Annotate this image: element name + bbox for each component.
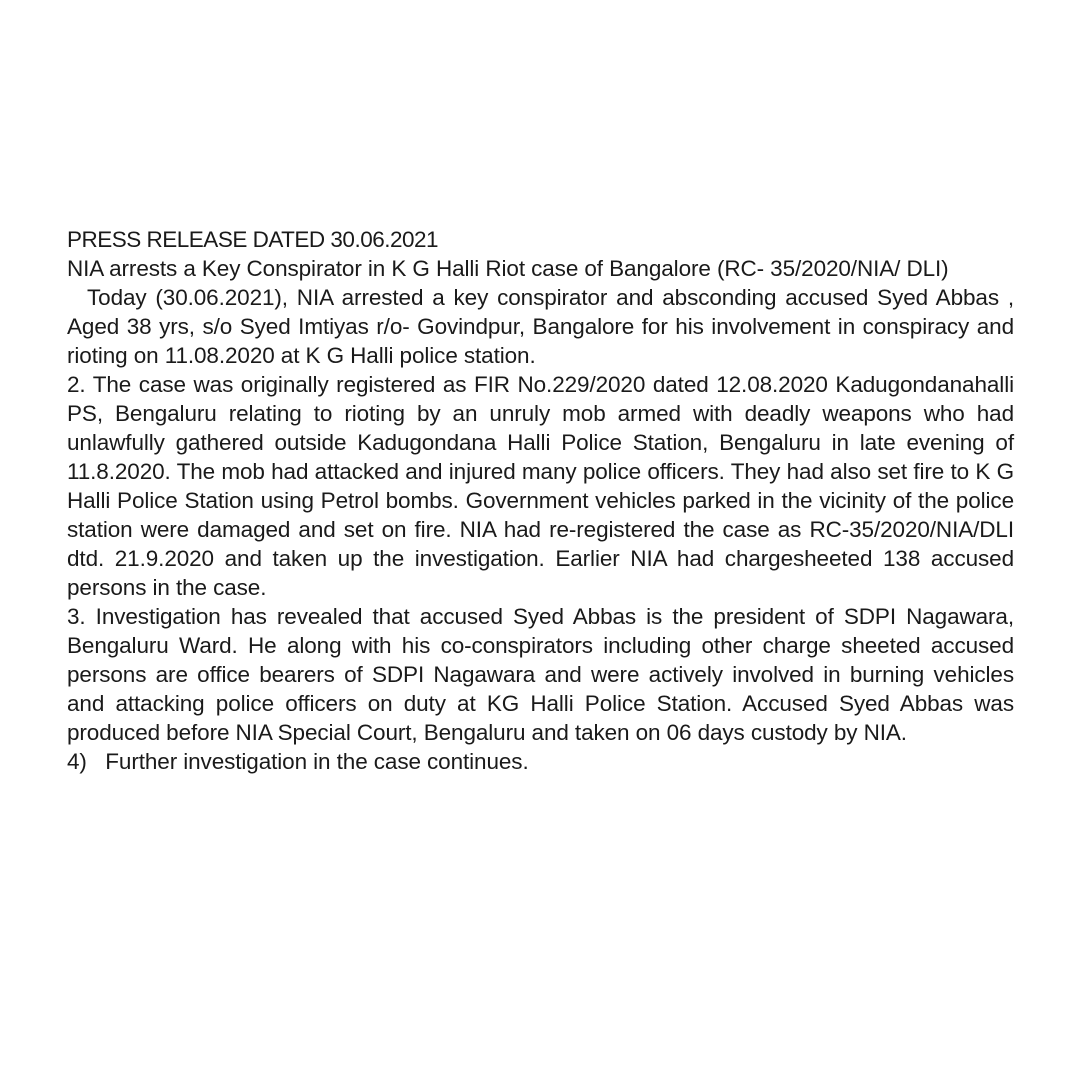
paragraph-case-background: 2. The case was originally registered as FIR No.229/2020 dated 12.08.2020 Kadugondanahalli PS, Bengaluru relating to rioting by an unruly mob armed with deadly weapons who had unlawfully gathered outside Kadugondana Halli Police Station, Bengaluru in late evening of 11.8.2020. The mob had attacked and injured many police officers. They had also set fire to K G Halli Police Station using Petrol bombs. Government vehicles parked in the vicinity of the police station were damaged and set on fire. NIA had re-registered the case as RC-35/2020/NIA/DLI dtd. 21.9.2020 and taken up the investigation. Earlier NIA had chargesheeted 138 accused persons in the case. bbox=[67, 372, 1014, 600]
paragraph-investigation-findings: 3. Investigation has revealed that accused Syed Abbas is the president of SDPI Nagawara, Bengaluru Ward. He along with his co-conspirators including other charge sheeted accused persons are office bearers of SDPI Nagawara and were actively involved in burning vehicles and attacking police officers on duty at KG Halli Police Station. Accused Syed Abbas was produced before NIA Special Court, Bengaluru and taken on 06 days custody by NIA. bbox=[67, 604, 1014, 745]
paragraph-further-investigation: 4) Further investigation in the case continues. bbox=[67, 749, 529, 774]
press-release-document bbox=[67, 225, 1014, 776]
press-release-subject: NIA arrests a Key Conspirator in K G Halli Riot case of Bangalore (RC- 35/2020/NIA/ DLI) bbox=[67, 256, 949, 281]
press-release-heading: PRESS RELEASE DATED 30.06.2021 bbox=[67, 227, 439, 252]
paragraph-arrest-details: Today (30.06.2021), NIA arrested a key conspirator and absconding accused Syed Abbas , Aged 38 yrs, s/o Syed Imtiyas r/o- Govindpur, Bangalore for his involvement in conspiracy and rioting on 11.08.2020 at K G Halli police station. bbox=[67, 285, 1014, 368]
